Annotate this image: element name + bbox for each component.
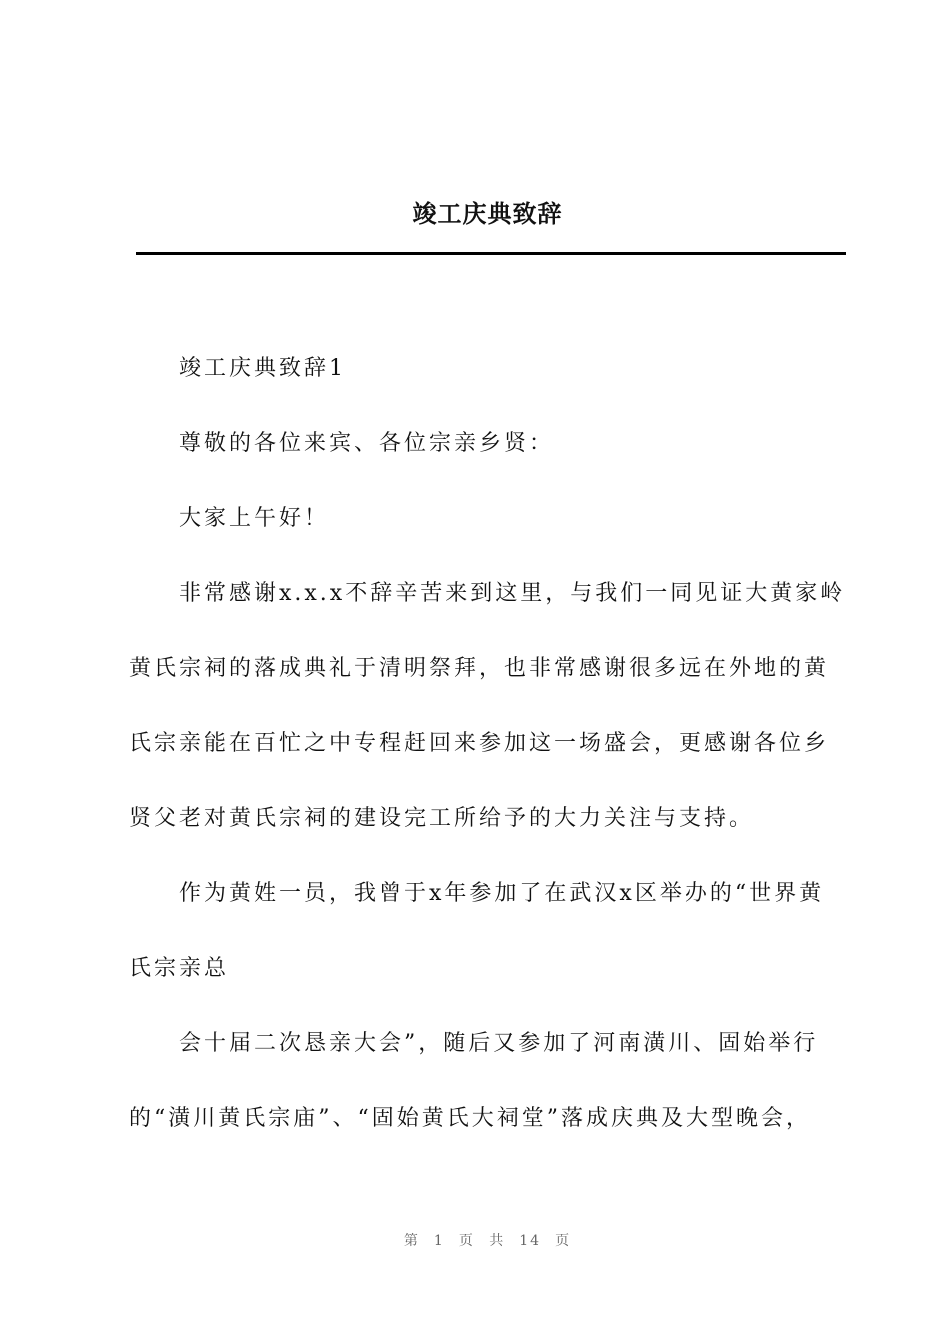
- paragraph-experience: 作为黄姓一员，我曾于x年参加了在武汉x区举办的“世界黄氏宗亲总: [129, 881, 825, 981]
- document-title: 竣工庆典致辞: [412, 200, 563, 228]
- paragraph-greeting: 大家上午好！: [179, 506, 330, 531]
- paragraph-thanks: 非常感谢x.x.x不辞辛苦来到这里，与我们一同见证大黄家岭黄氏宗祠的落成典礼于清明祭拜，也非常感谢很多远在外地的黄氏宗亲能在百忙之中专程赶回来参加这一场盛会，更感谢各位乡贤父老对黄氏宗祠的建设完工所给予的大力关注与支持。: [129, 581, 846, 831]
- footer-total-pages: 14: [519, 1233, 542, 1249]
- paragraph-continuation: 会十届二次恳亲大会”，随后又参加了河南潢川、固始举行的“潢川黄氏宗庙”、“固始黄氏大祠堂”落成庆典及大型晚会，: [129, 1031, 819, 1131]
- page-footer: [0, 1230, 950, 1250]
- footer-label-of: 页 共: [458, 1233, 506, 1249]
- footer-label-page: 第: [403, 1233, 420, 1249]
- footer-label-pages: 页: [555, 1233, 572, 1249]
- paragraph-salutation: 尊敬的各位来宾、各位宗亲乡贤：: [179, 431, 555, 456]
- title-divider: [136, 252, 846, 255]
- footer-current-page: 1: [433, 1233, 445, 1249]
- paragraph-heading: 竣工庆典致辞1: [179, 356, 346, 381]
